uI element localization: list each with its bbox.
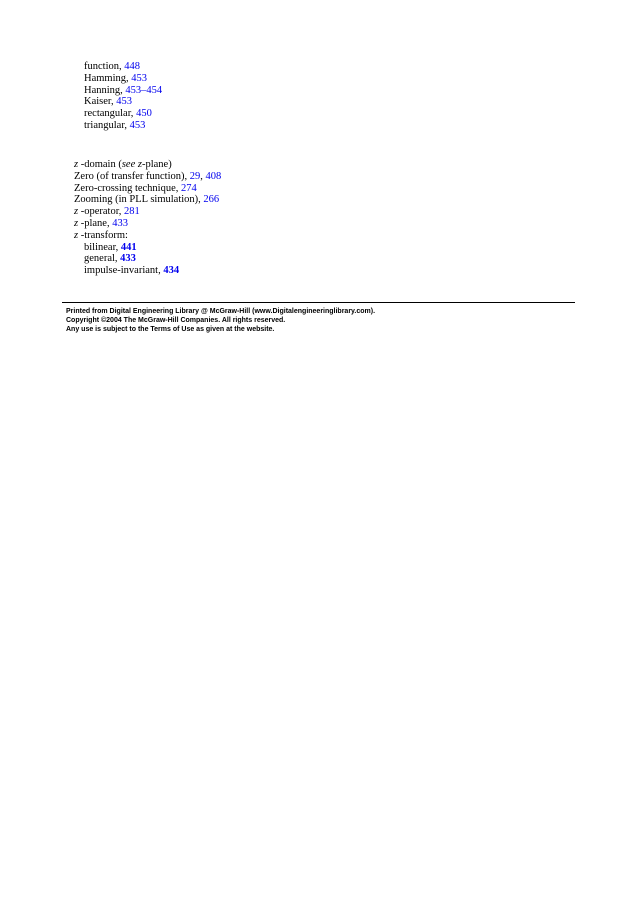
- page-link[interactable]: 281: [124, 206, 140, 218]
- index-subentry: Kaiser, 453: [84, 96, 132, 108]
- index-entry-z-transform: z -transform:: [74, 229, 128, 241]
- index-entry-z-plane: z -plane, 433: [74, 217, 128, 229]
- page-link[interactable]: 408: [205, 170, 222, 182]
- footer-copyright-line: Copyright ©2004 The McGraw-Hill Companies. All rights reserved.: [66, 317, 286, 325]
- index-entry-zooming: Zooming (in PLL simulation), 266: [74, 194, 220, 206]
- page-link[interactable]: 433: [120, 253, 136, 265]
- index-entry-z-operator: z -operator, 281: [74, 206, 140, 218]
- page-link[interactable]: 453: [116, 96, 132, 108]
- footer-notice: [66, 307, 375, 335]
- page-link[interactable]: 450: [136, 108, 152, 120]
- index-subentry: Hamming, 453: [84, 72, 147, 84]
- index-entry-zero-transfer: Zero (of transfer function), 29, 408: [74, 170, 222, 182]
- page-link[interactable]: 441: [120, 241, 137, 253]
- index-subentry: Hanning, 453–454: [84, 84, 163, 96]
- index-entry-z-domain: z -domain (see z-plane): [74, 159, 172, 170]
- index-subentry: rectangular, 450: [84, 108, 152, 120]
- index-entry-zero-crossing: Zero-crossing technique, 274: [74, 182, 197, 194]
- footer-printed-line: Printed from Digital Engineering Library @ McGraw-Hill (www.Digitalengineeringlibrary.com).: [66, 308, 376, 315]
- page-link[interactable]: 274: [181, 182, 197, 194]
- page-link[interactable]: 266: [203, 194, 220, 206]
- index-subentry: triangular, 453: [84, 119, 146, 131]
- page-link[interactable]: 433: [112, 217, 128, 229]
- page-link[interactable]: 453: [129, 119, 146, 131]
- index-window-subentries: [74, 61, 162, 132]
- index-subentry: function, 448: [84, 61, 140, 72]
- page-link[interactable]: 453–454: [125, 84, 163, 96]
- index-z-entries: [74, 159, 221, 277]
- page-link[interactable]: 448: [124, 61, 140, 72]
- page-link[interactable]: 29: [189, 170, 201, 182]
- page-link[interactable]: 453: [131, 72, 147, 84]
- footer-divider: [62, 302, 575, 303]
- index-subentry: general, 433: [84, 253, 136, 265]
- index-subentry: bilinear, 441: [84, 241, 137, 253]
- page-link[interactable]: 434: [163, 265, 180, 277]
- index-subentry: impulse-invariant, 434: [84, 265, 180, 277]
- footer-terms-line: Any use is subject to the Terms of Use as given at the website.: [66, 326, 275, 334]
